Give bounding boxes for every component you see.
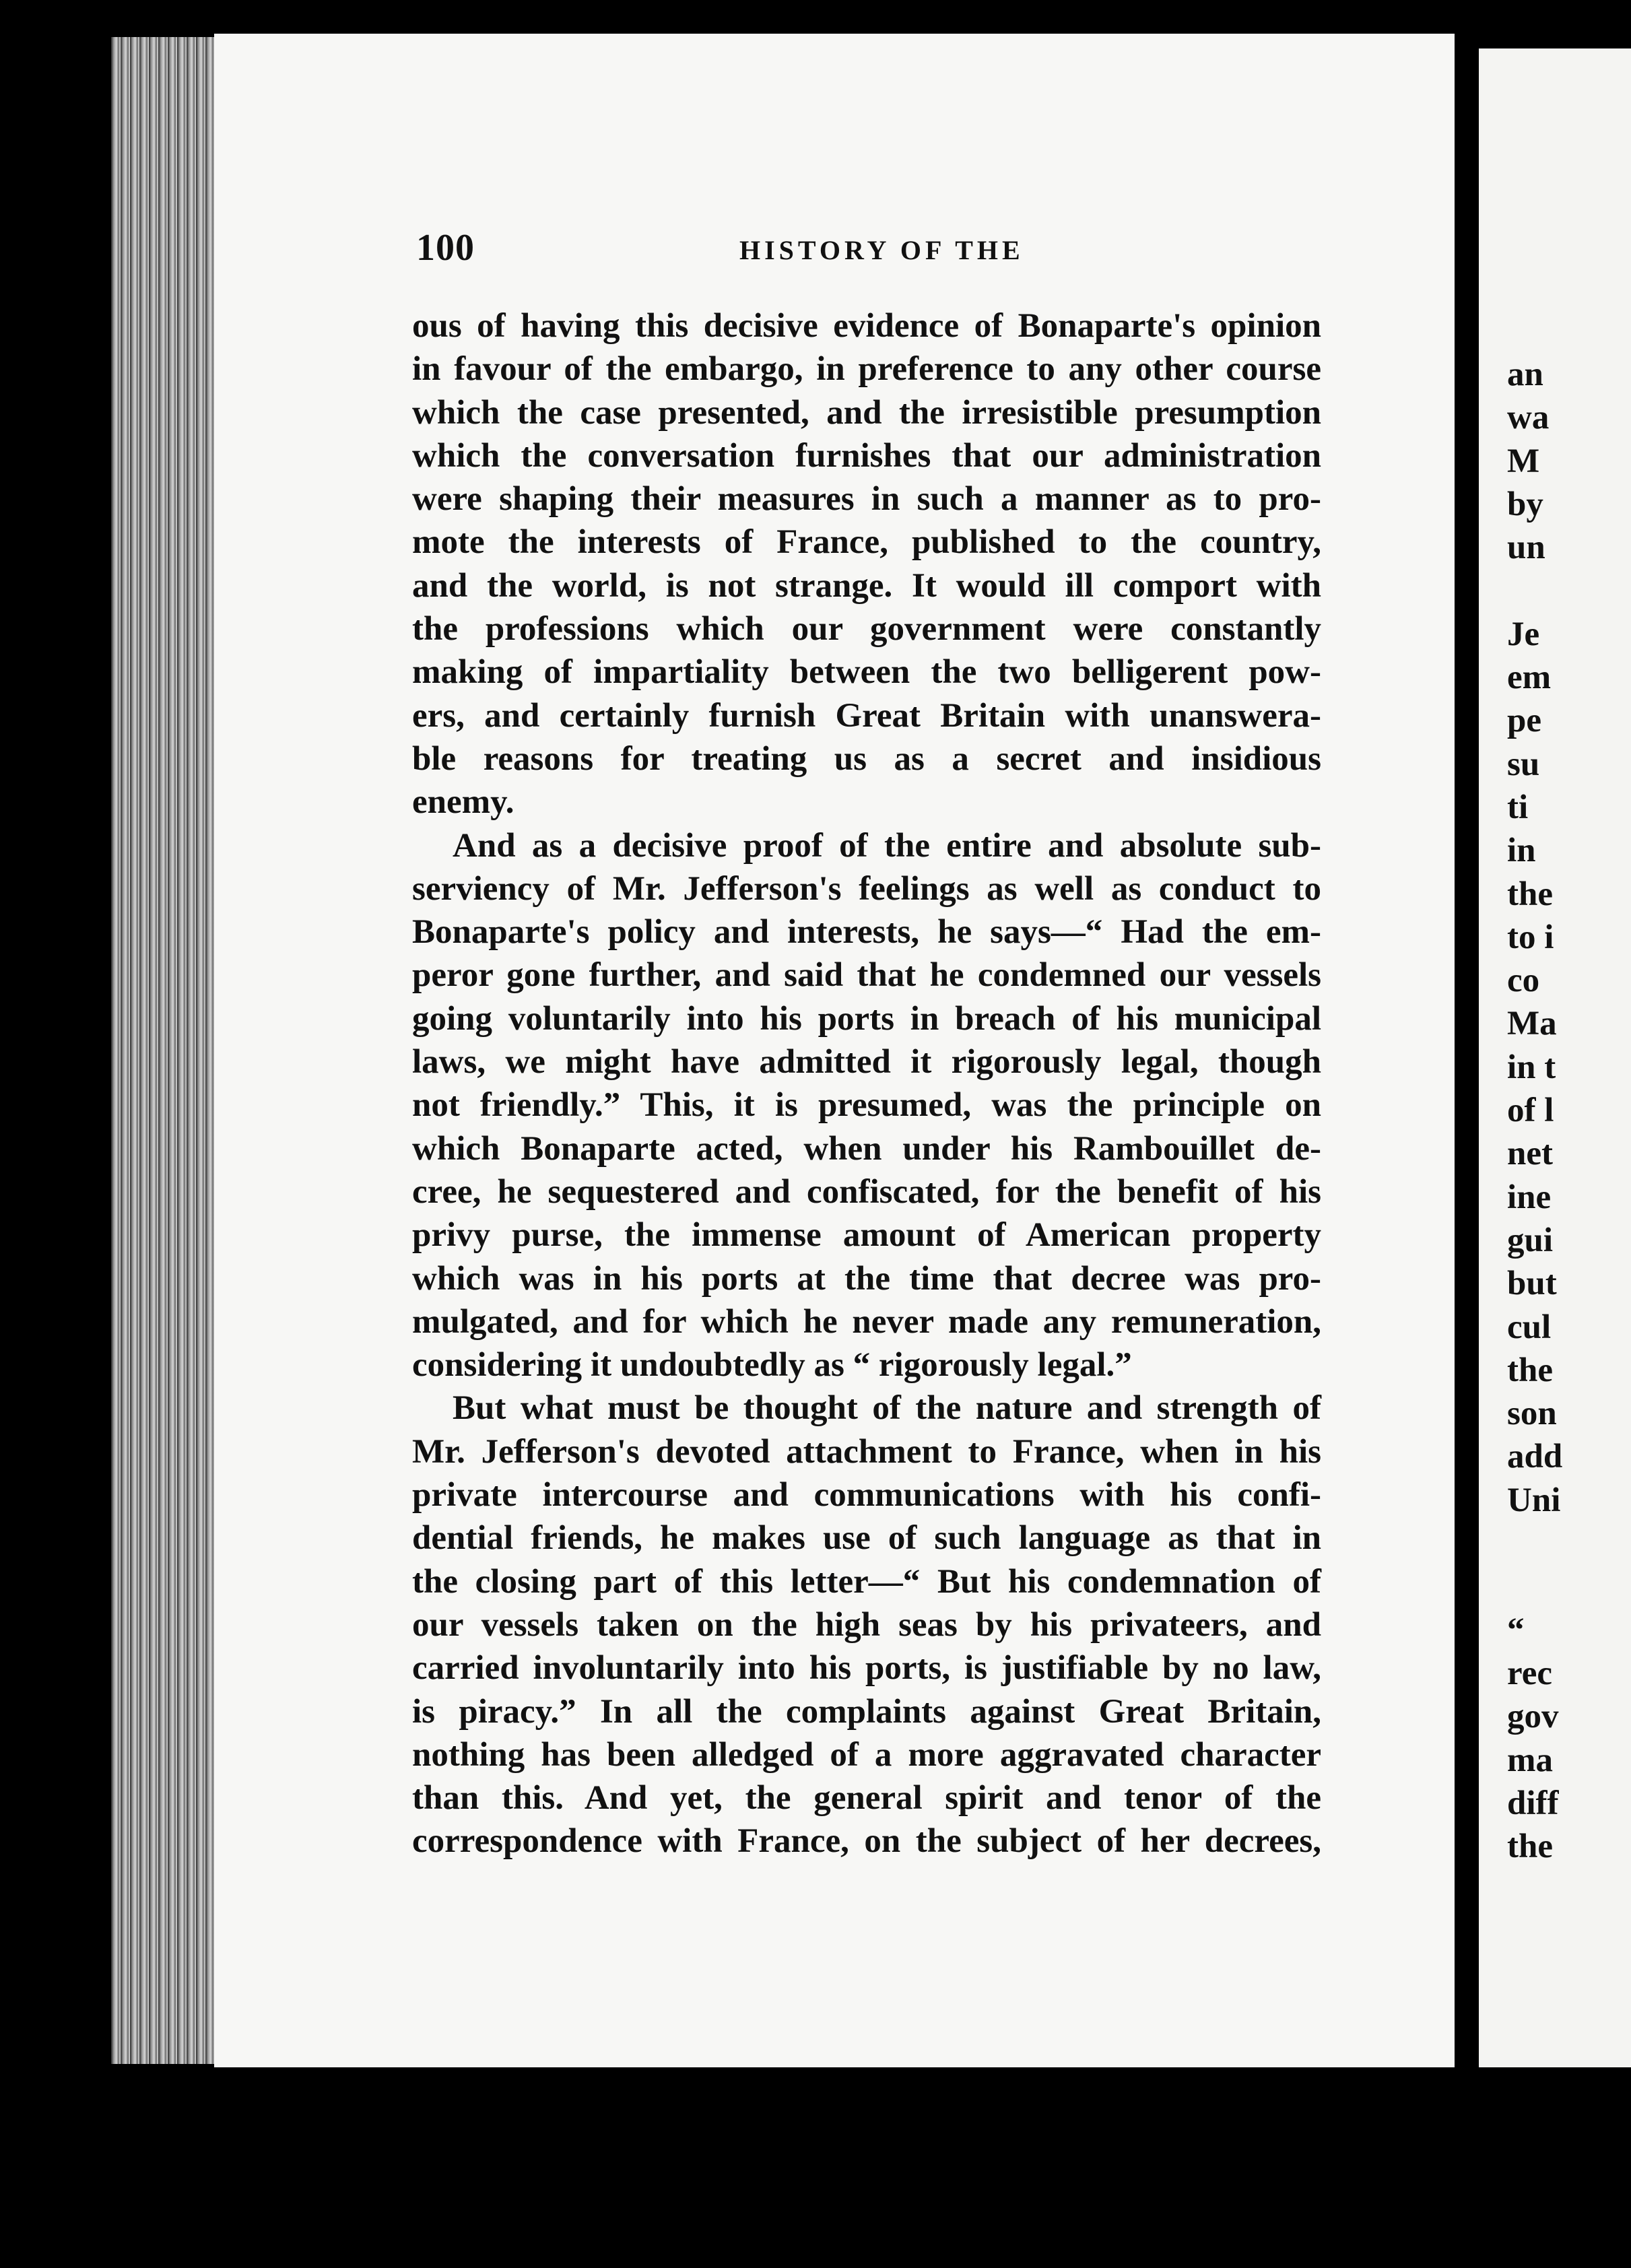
facing-line: by [1507,485,1543,523]
text-line: which Bonaparte acted, when under his Rambouillet de- [412,1129,1321,1168]
facing-line: “ [1507,1611,1525,1649]
text-line: is piracy.” In all the complaints against Great Britain, [412,1692,1321,1731]
facing-line: ine [1507,1178,1552,1216]
text-line: serviency of Mr. Jefferson's feelings as well as conduct to [412,869,1321,908]
facing-line: ti [1507,788,1529,826]
text-line: laws, we might have admitted it rigorously legal, though [412,1043,1321,1081]
facing-line: Ma [1507,1005,1557,1043]
text-line: were shaping their measures in such a manner as to pro- [412,480,1321,519]
facing-line: cul [1507,1308,1552,1346]
text-line: ous of having this decisive evidence of Bonaparte's opinion [412,307,1321,345]
text-line: not friendly.” This, it is presumed, was the principle on [412,1086,1321,1125]
text-line: mulgated, and for which he never made any remuneration, [412,1302,1321,1341]
facing-line: the [1507,875,1553,913]
text-line: Mr. Jefferson's devoted attachment to France, when in his [412,1432,1321,1471]
text-line: private intercourse and communications with his confi- [412,1476,1321,1514]
text-line: mote the interests of France, published to the country, [412,523,1321,562]
text-line: ble reasons for treating us as a secret and insidious [412,739,1321,778]
text-line: and the world, is not strange. It would ill comport with [412,566,1321,605]
text-line: going voluntarily into his ports in breach of his municipal [412,999,1321,1038]
facing-line: an [1507,356,1543,393]
page-edges [111,37,215,2064]
text-line: the professions which our government were constantly [412,610,1321,648]
text-line: But what must be thought of the nature and strength of [453,1389,1321,1428]
text-line: carried involuntarily into his ports, is justifiable by no law, [412,1649,1321,1688]
text-line: which the case presented, and the irresistible presumption [412,393,1321,432]
text-line: our vessels taken on the high seas by his privateers, and [412,1605,1321,1644]
text-line: considering it undoubtedly as “ rigorously legal.” [412,1346,1132,1385]
facing-line: to i [1507,918,1554,956]
facing-page [1479,48,1631,2069]
text-line: correspondence with France, on the subject of her decrees, [412,1822,1321,1861]
facing-line: ma [1507,1741,1553,1779]
text-line: which was in his ports at the time that decree was pro- [412,1259,1321,1298]
text-line: enemy. [412,783,514,822]
facing-line [1507,1565,1562,1608]
facing-line: su [1507,745,1540,783]
text-line: in favour of the embargo, in preference to any other course [412,350,1321,389]
text-line: dential friends, he makes use of such language as that in [412,1519,1321,1558]
facing-line: the [1507,1828,1553,1866]
facing-line [1507,1522,1562,1565]
text-line: making of impartiality between the two belligerent pow- [412,653,1321,692]
facing-page-text [1507,353,1562,1868]
facing-line: co [1507,962,1540,1000]
facing-line: Uni [1507,1481,1561,1519]
text-line: cree, he sequestered and confiscated, for the benefit of his [412,1172,1321,1211]
facing-line: in [1507,832,1536,870]
body-text [412,304,1321,1863]
facing-line: in t [1507,1048,1556,1086]
facing-line: gui [1507,1221,1554,1259]
facing-line: wa [1507,399,1550,437]
running-head [416,226,1319,273]
text-line: And as a decisive proof of the entire and absolute sub- [453,826,1321,865]
book-gutter [1455,42,1479,2062]
facing-line: of l [1507,1092,1554,1130]
text-line: the closing part of this letter—“ But his condemnation of [412,1562,1321,1601]
text-line: than this. And yet, the general spirit and tenor of the [412,1779,1321,1817]
facing-line [1507,569,1562,612]
facing-line: un [1507,529,1545,567]
text-line: which the conversation furnishes that our administration [412,436,1321,475]
text-line: peror gone further, and said that he condemned our vessels [412,956,1321,995]
facing-line: M [1507,442,1540,480]
facing-line: gov [1507,1698,1559,1736]
facing-line: but [1507,1265,1557,1303]
text-line: ers, and certainly furnish Great Britain with unanswera- [412,696,1321,735]
scan-margin [0,2067,1631,2268]
page-number: 100 [416,227,475,269]
facing-line: net [1507,1135,1553,1173]
text-line: nothing has been alledged of a more aggravated character [412,1735,1321,1774]
facing-line: rec [1507,1654,1552,1692]
running-title: HISTORY OF THE [739,235,1024,265]
facing-line: son [1507,1395,1557,1433]
facing-line: the [1507,1351,1553,1389]
facing-line: Je [1507,615,1540,653]
text-line: Bonaparte's policy and interests, he says—“ Had the em- [412,913,1321,952]
facing-line: em [1507,659,1552,697]
text-line: privy purse, the immense amount of American property [412,1216,1321,1255]
facing-line: diff [1507,1784,1559,1822]
facing-line: add [1507,1438,1563,1476]
facing-line: pe [1507,702,1541,740]
